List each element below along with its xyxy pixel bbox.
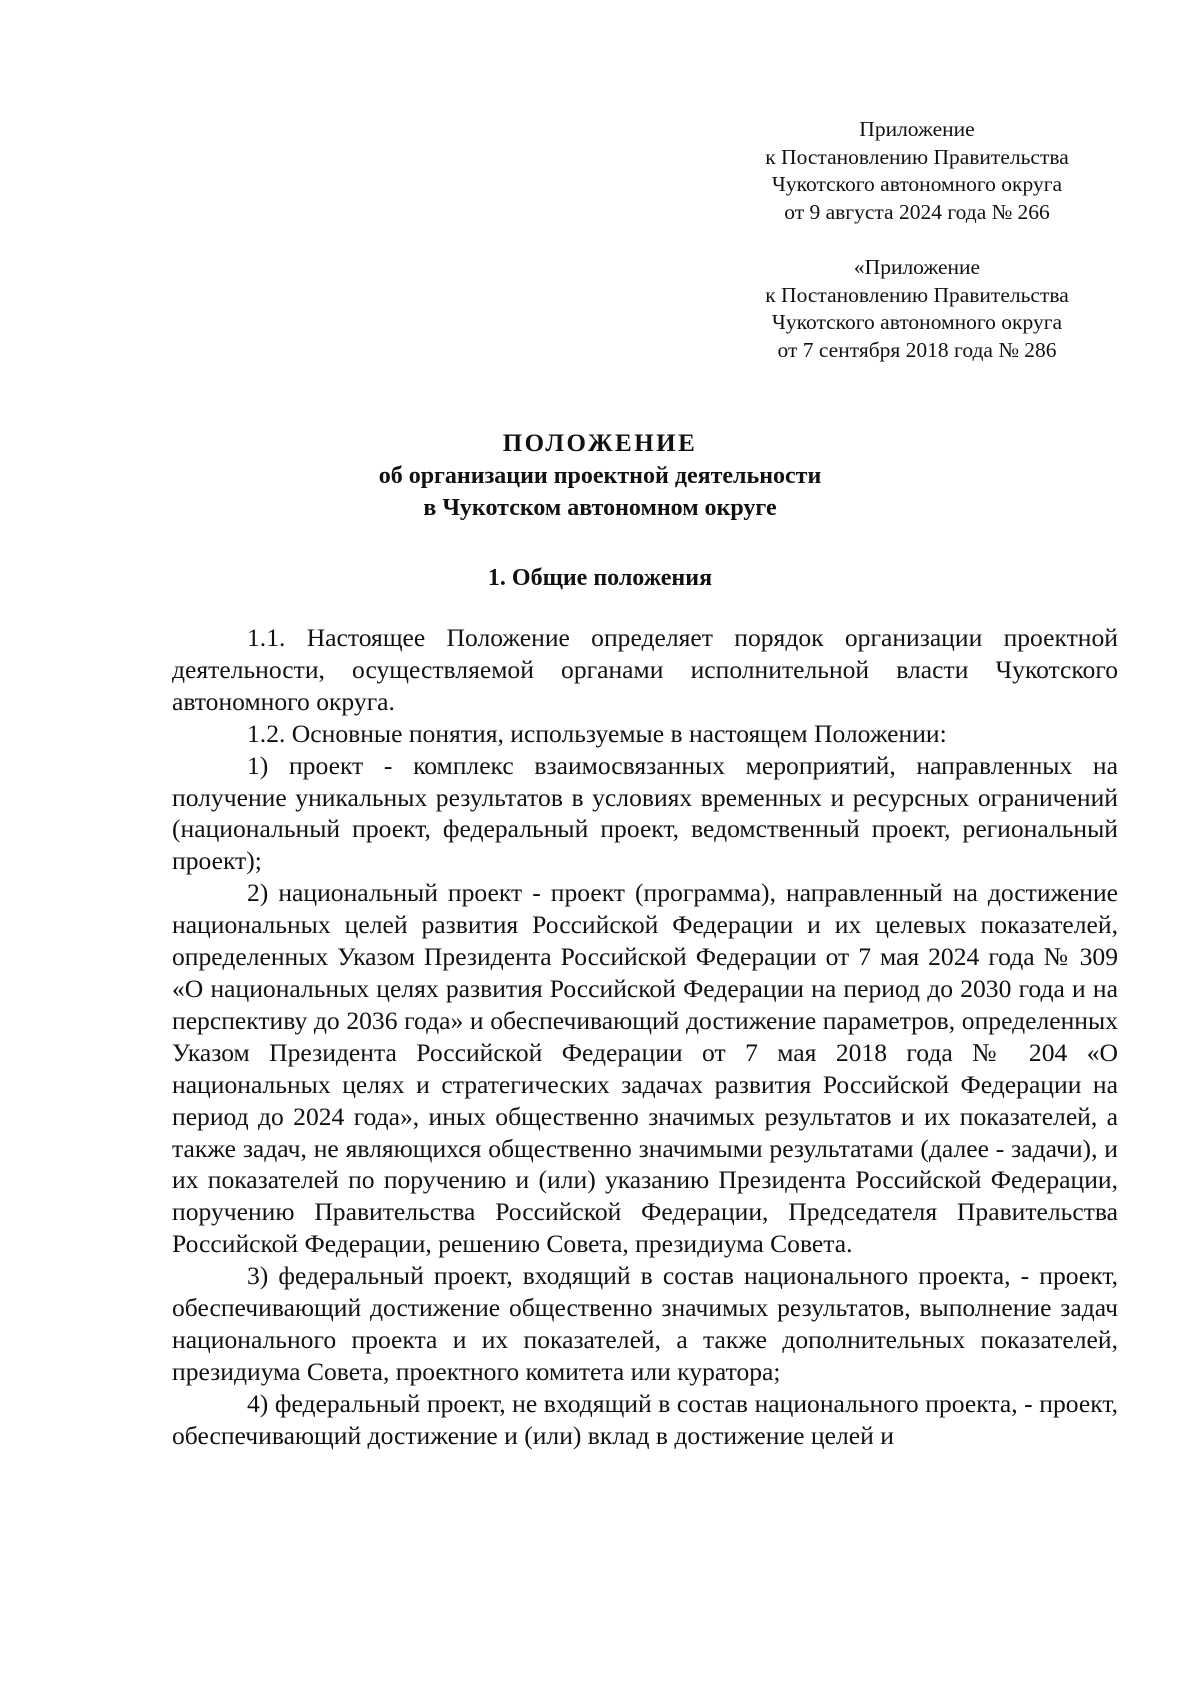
- paragraph-definition-4: 4) федеральный проект, не входящий в состав национального проекта, - проект, обеспечивающий достижение и (или) вклад в достижение целей и: [172, 1388, 1118, 1450]
- section-heading: 1. Общие положения: [487, 565, 713, 591]
- paragraph-definition-1: 1) проект - комплекс взаимосвязанных мероприятий, направленных на получение уникальных результатов в условиях временных и ресурсных ограничений (национальный проект, федеральный проект, ведомственный проект, региональный проект);: [172, 750, 1118, 876]
- appendix-header-current: [742, 116, 1092, 226]
- paragraph-definition-3: 3) федеральный проект, входящий в состав национального проекта, - проект, обеспечивающий достижение общественно значимых результатов, выполнение задач национального проекта и их показателей, а также дополнительных показателей, президиума Совета, проектного комитета или куратора;: [172, 1261, 1118, 1386]
- appendix-label: «Приложение: [853, 255, 981, 279]
- appendix-label: Приложение: [859, 117, 975, 141]
- appendix-header-original: [742, 254, 1092, 364]
- title-region: в Чукотском автономном округе: [423, 495, 777, 521]
- paragraph-1-2: 1.2. Основные понятия, используемые в настоящем Положении:: [247, 718, 947, 748]
- appendix-date-number: от 9 августа 2024 года № 266: [784, 199, 1050, 224]
- appendix-region-line: Чукотского автономного округа: [771, 172, 1063, 196]
- appendix-resolution-line: к Постановлению Правительства: [765, 144, 1069, 169]
- paragraph-definition-2: 2) национальный проект - проект (программа), направленный на достижение национальных целей развития Российской Федерации и их целевых показателей, определенных Указом Президента Российской Федерации от 7 мая 2024 года № 309 «О национальных целях развития Российской Федерации на период до 2030 года и на перспективу до 2036 года» и обеспечивающий достижение параметров, определенных Указом Президента Российской Федерации от 7 мая 2018 года № 204 «О национальных целях и стратегических задачах развития Российской Федерации на период до 2024 года», иных общественно значимых результатов и их показателей, а также задач, не являющихся общественно значимыми результатами (далее - задачи), и их показателей по поручению и (или) указанию Президента Российской Федерации, поручению Правительства Российской Федерации, Председателя Правительства Российской Федерации, решению Совета, президиума Совета.: [172, 878, 1118, 1259]
- title-main: ПОЛОЖЕНИЕ: [502, 430, 698, 457]
- appendix-resolution-line: к Постановлению Правительства: [765, 282, 1069, 307]
- document-body: [172, 622, 1118, 1452]
- paragraph-1-1: 1.1. Настоящее Положение определяет порядок организации проектной деятельности, осуществляемой органами исполнительной власти Чукотского автономного округа.: [172, 623, 1118, 716]
- document-title: [150, 428, 1050, 524]
- title-subject: об организации проектной деятельности: [378, 463, 822, 489]
- appendix-date-number: от 7 сентября 2018 года № 286: [777, 337, 1057, 362]
- appendix-region-line: Чукотского автономного округа: [771, 310, 1063, 334]
